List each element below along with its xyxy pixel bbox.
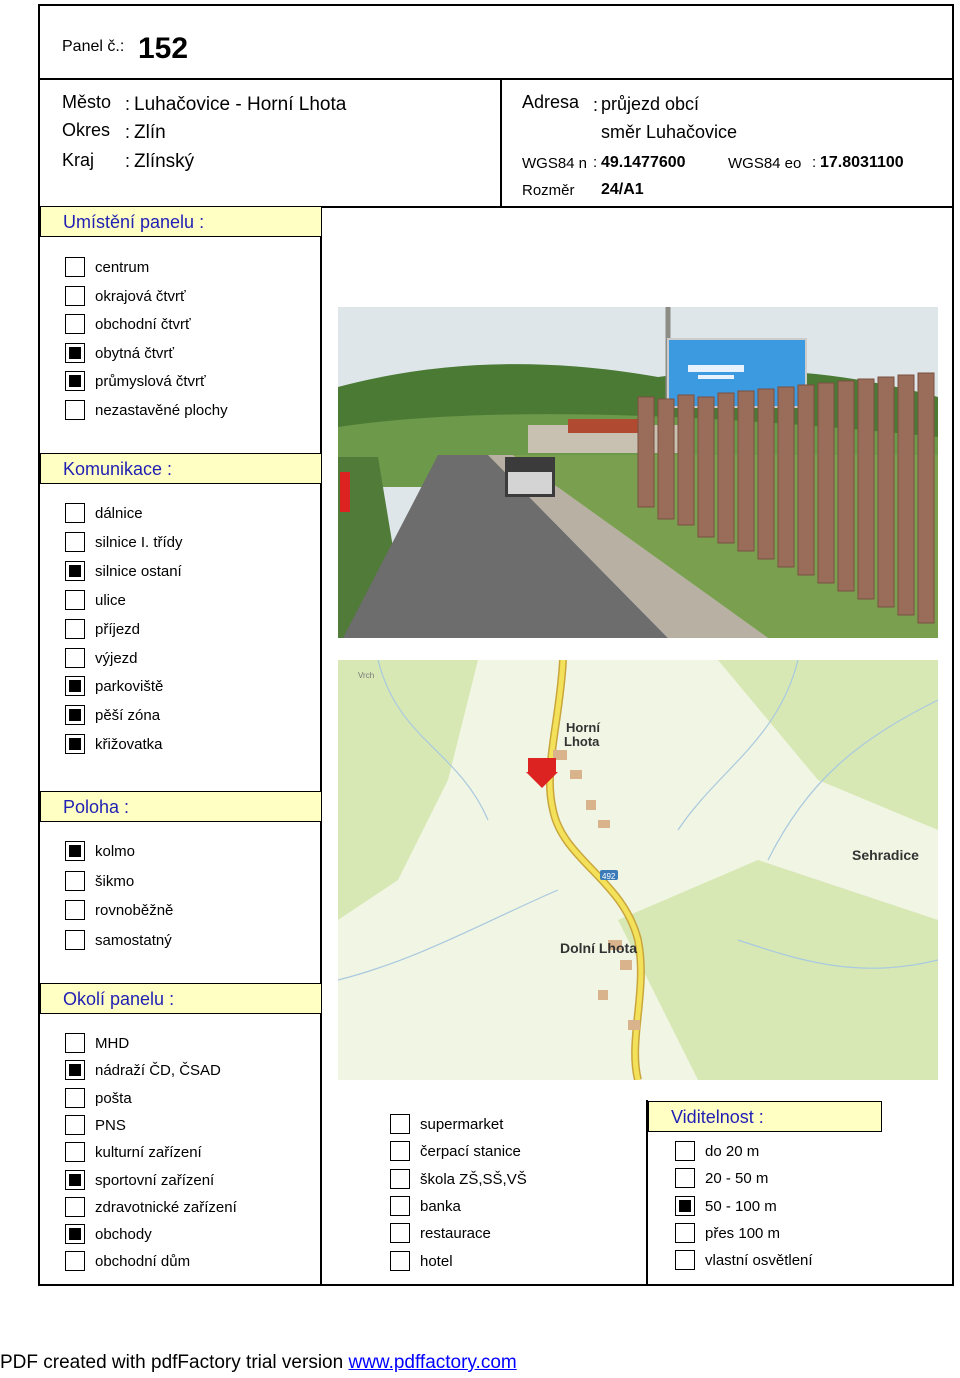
umisteni-option-checkbox[interactable] [65, 257, 85, 277]
komunikace-option-label: ulice [95, 591, 126, 609]
viditelnost-option-checkbox[interactable] [675, 1141, 695, 1161]
mesto-label: Město [62, 92, 112, 112]
okoli-option-label: banka [420, 1197, 461, 1215]
viditelnost-option-checkbox[interactable] [675, 1223, 695, 1243]
okoli-option-label: obchody [95, 1226, 152, 1244]
okoli-option-checkbox[interactable] [390, 1141, 410, 1161]
map-label-horni: Horní [566, 720, 600, 735]
panel-photo [338, 307, 938, 638]
okoli-option-checkbox[interactable] [390, 1114, 410, 1134]
kraj-label: Kraj [62, 150, 95, 170]
okoli-option-label: supermarket [420, 1116, 504, 1133]
okoli-option-label: nádraží ČD, ČSAD [95, 1062, 221, 1080]
umisteni-option-label: průmyslová čtvrť [95, 373, 206, 391]
viditelnost-option-label: 50 - 100 m [705, 1197, 777, 1215]
okoli-option-label: sportovní zařízení [95, 1171, 215, 1189]
adresa-label: Adresa [522, 92, 580, 112]
poloha-option-label: kolmo [95, 843, 136, 860]
colon: : [125, 151, 131, 171]
komunikace-option-checkbox[interactable] [65, 503, 85, 523]
panel-number: 152 [138, 32, 189, 65]
colon: : [812, 154, 817, 171]
viditelnost-option-label: do 20 m [705, 1143, 760, 1160]
wgs-e-label: WGS84 eo [728, 155, 802, 172]
komunikace-option-label: parkoviště [95, 678, 164, 696]
okoli-option-checkbox[interactable] [65, 1224, 85, 1244]
umisteni-option-label: nezastavěné plochy [95, 402, 228, 419]
okoli-option-checkbox[interactable] [65, 1251, 85, 1271]
okoli-option-label: hotel [420, 1252, 453, 1270]
komunikace-option-checkbox[interactable] [65, 561, 85, 581]
poloha-option-checkbox[interactable] [65, 930, 85, 950]
map-illustration [338, 660, 938, 1080]
umisteni-option-label: centrum [95, 259, 150, 276]
okoli-option-checkbox[interactable] [390, 1196, 410, 1216]
divider [320, 207, 322, 1286]
poloha-option-label: šikmo [95, 872, 135, 890]
viditelnost-option-checkbox[interactable] [675, 1168, 695, 1188]
okoli-option-label: restaurace [420, 1225, 491, 1243]
map-label-sehradice: Sehradice [852, 847, 919, 863]
footer [0, 1352, 517, 1374]
colon: : [125, 122, 131, 142]
umisteni-option-checkbox[interactable] [65, 343, 85, 363]
footer-text: PDF created with pdfFactory trial version [0, 1352, 349, 1373]
poloha-option-checkbox[interactable] [65, 841, 85, 861]
umisteni-option-label: okrajová čtvrť [95, 287, 186, 305]
viditelnost-option-label: vlastní osvětlení [705, 1252, 813, 1270]
okoli-option-checkbox[interactable] [390, 1169, 410, 1189]
colon: : [593, 154, 598, 171]
umisteni-option-checkbox[interactable] [65, 371, 85, 391]
komunikace-option-checkbox[interactable] [65, 648, 85, 668]
komunikace-option-label: příjezd [95, 620, 141, 638]
okoli-option-checkbox[interactable] [65, 1170, 85, 1190]
viditelnost-option-checkbox[interactable] [675, 1250, 695, 1270]
okoli-option-label: MHD [95, 1035, 130, 1052]
section-poloha: Poloha : [40, 791, 322, 822]
komunikace-option-checkbox[interactable] [65, 619, 85, 639]
komunikace-option-label: dálnice [95, 505, 143, 522]
okoli-option-checkbox[interactable] [390, 1223, 410, 1243]
okoli-option-label: škola ZŠ,SŠ,VŠ [420, 1170, 527, 1188]
okoli-option-label: pošta [95, 1089, 132, 1107]
komunikace-option-label: pěší zóna [95, 707, 161, 725]
okres-label: Okres [62, 120, 111, 140]
komunikace-option-checkbox[interactable] [65, 705, 85, 725]
wgs-n-label: WGS84 n [522, 155, 588, 172]
komunikace-option-label: výjezd [95, 649, 138, 667]
komunikace-option-checkbox[interactable] [65, 590, 85, 610]
map-label-dolni-lhota: Dolní Lhota [560, 940, 637, 956]
colon: : [125, 94, 131, 114]
okoli-option-checkbox[interactable] [65, 1033, 85, 1053]
komunikace-option-checkbox[interactable] [65, 676, 85, 696]
okoli-option-label: kulturní zařízení [95, 1144, 202, 1162]
rozmer-value: 24/A1 [601, 181, 644, 198]
map-label-lhota: Lhota [564, 734, 600, 749]
kraj-value: Zlínský [134, 151, 195, 172]
okoli-option-label: zdravotnické zařízení [95, 1198, 237, 1216]
location-map [338, 660, 938, 1080]
photo-illustration [338, 307, 938, 638]
viditelnost-option-label: 20 - 50 m [705, 1170, 769, 1188]
wgs-e-value: 17.8031100 [820, 154, 904, 171]
okoli-option-checkbox[interactable] [65, 1060, 85, 1080]
komunikace-option-label: silnice I. třídy [95, 533, 183, 551]
komunikace-option-label: křižovatka [95, 736, 163, 754]
umisteni-option-checkbox[interactable] [65, 286, 85, 306]
okoli-option-checkbox[interactable] [65, 1142, 85, 1162]
viditelnost-option-label: přes 100 m [705, 1224, 781, 1242]
okres-value: Zlín [134, 122, 166, 143]
komunikace-option-label: silnice ostaní [95, 562, 182, 580]
okoli-option-label: obchodní dům [95, 1253, 191, 1271]
okoli-option-checkbox[interactable] [390, 1251, 410, 1271]
section-umisteni: Umístění panelu : [40, 206, 322, 237]
umisteni-option-label: obytná čtvrť [95, 344, 174, 362]
komunikace-option-checkbox[interactable] [65, 734, 85, 754]
divider [38, 78, 954, 80]
panel-label: Panel č.: [62, 38, 125, 55]
okoli-option-checkbox[interactable] [65, 1115, 85, 1135]
okoli-option-label: čerpací stanice [420, 1143, 521, 1161]
colon: : [593, 95, 599, 115]
umisteni-option-checkbox[interactable] [65, 400, 85, 420]
poloha-option-checkbox[interactable] [65, 871, 85, 891]
map-label-vrch: Vrch [358, 671, 375, 680]
adresa-line2: směr Luhačovice [601, 122, 738, 142]
section-viditelnost: Viditelnost : [648, 1101, 882, 1132]
komunikace-option-checkbox[interactable] [65, 532, 85, 552]
form-frame [38, 4, 954, 1286]
poloha-option-label: rovnoběžně [95, 902, 174, 919]
section-okoli: Okolí panelu : [40, 983, 322, 1014]
umisteni-option-checkbox[interactable] [65, 314, 85, 334]
adresa-line1: průjezd obcí [601, 94, 700, 114]
mesto-value: Luhačovice - Horní Lhota [134, 94, 347, 115]
poloha-option-label: samostatný [95, 931, 172, 949]
footer-link[interactable]: www.pdffactory.com [348, 1352, 517, 1373]
road-number: 492 [602, 872, 616, 881]
okoli-option-checkbox[interactable] [65, 1197, 85, 1217]
okoli-option-checkbox[interactable] [65, 1088, 85, 1108]
okoli-option-label: PNS [95, 1116, 126, 1134]
poloha-option-checkbox[interactable] [65, 900, 85, 920]
viditelnost-option-checkbox[interactable] [675, 1196, 695, 1216]
section-komunikace: Komunikace : [40, 453, 322, 484]
umisteni-option-label: obchodní čtvrť [95, 316, 191, 334]
rozmer-label: Rozměr [522, 182, 575, 199]
divider [500, 79, 502, 207]
wgs-n-value: 49.1477600 [601, 154, 686, 171]
